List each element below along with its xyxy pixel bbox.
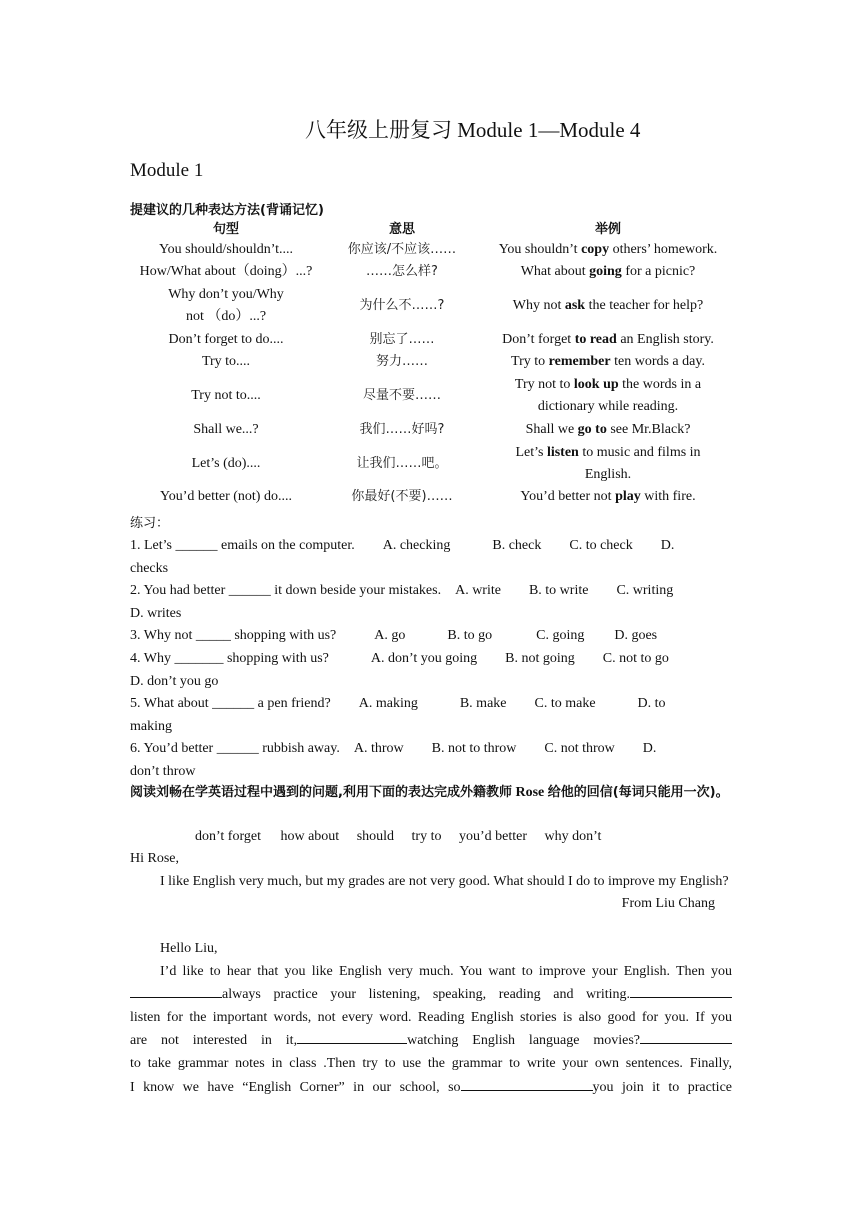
table-row [128,261,736,283]
table-row [128,351,736,373]
example-keyword: ask [564,297,586,313]
exercise-1-line1: 1. Let’s ______ emails on the computer. A. checking B. check C. to check D. [130,538,675,553]
reply-greeting: Hello Liu, [160,941,218,956]
exercise-4-line1: 4. Why _______ shopping with us? A. don’t you going B. not going C. not to go [130,650,669,666]
exercise-label: 练习： [130,516,170,531]
reply-line-2: always practice your listening, speaking, reading and writing. [130,983,732,1007]
word-bank-item: try to [411,829,442,844]
example-keyword: going [589,264,622,279]
pattern-cell: Don’t forget to do.... [168,331,284,347]
example-keyword: listen [546,444,579,460]
pattern-cell: Why don’t you/Why not （do）...? [168,286,284,324]
pattern-cell: Shall we...? [193,421,259,437]
word-bank-item: how about [280,829,340,844]
meaning-cell: 让我们……吧。 [356,455,448,471]
answer-blank[interactable] [640,1029,732,1044]
meaning-cell: 尽量不要…… [362,387,441,403]
meaning-cell: 为什么不……? [359,297,445,313]
pattern-cell: You should/shouldn’t.... [158,241,294,257]
meaning-cell: 你最好(不要)…… [351,489,453,504]
page-title: 八年级上册复习 Module 1—Module 4 [305,118,641,142]
exercise-5-line2: making [130,718,172,734]
reply-line-6: I know we have “English Corner” in our school, so you join it to practice [130,1076,732,1100]
word-bank [130,826,732,849]
example-keyword: look up [573,376,619,392]
example-cell: What about going for a picnic? [520,264,696,279]
example-cell: Why not ask the teacher for help? [512,297,704,313]
table-row [128,373,736,418]
exercise-2-line1: 2. You had better ______ it down beside your mistakes. A. write B. to write C. writing [130,583,674,599]
reply-line-3: listen for the important words, not every word. Reading English stories is also good for you. If you [130,1009,732,1025]
meaning-cell: ……怎么样? [366,264,438,279]
letter-from-liu [130,848,732,916]
example-cell: Shall we go to see Mr.Black? [525,421,691,437]
example-keyword: remember [548,354,611,369]
letter-greeting: Hi Rose, [130,851,179,866]
exercise-6-line2: don’t throw [130,763,196,779]
meaning-cell: 努力…… [375,354,428,369]
exercise-list [130,535,732,784]
word-bank-item: don’t forget [195,829,261,844]
example-keyword: go to [577,421,607,437]
meaning-cell: 你应该/不应该…… [347,241,457,257]
pattern-cell: Let’s (do).... [191,455,261,471]
exercise-4-line2: D. don’t you go [130,673,219,689]
table-row [128,441,736,486]
letter-body: I like English very much, but my grades are not very good. What should I do to improve my English? [160,873,729,889]
section-heading-suggestions: 提建议的几种表达方法(背诵记忆) [130,203,324,218]
pattern-cell: Try not to.... [191,387,261,403]
example-keyword: copy [581,241,610,257]
example-cell: Don’t forget to read an English story. [502,331,714,347]
reply-line-4: are not interested in it, watching English language movies? [130,1029,732,1053]
answer-blank[interactable] [130,983,222,998]
section-heading-reply: 阅读刘畅在学英语过程中遇到的问题,利用下面的表达完成外籍教师 Rose 给他的回信(每词只能用一次)。 [130,785,729,800]
example-keyword: play [615,489,641,504]
suggestion-table [128,216,736,508]
word-bank-item: why don’t [544,829,602,844]
reply-line-5: to take grammar notes in class .Then try to use the grammar to write your own sentences. Finally, [130,1055,732,1071]
reply-letter [130,938,732,1099]
table-row [128,283,736,328]
pattern-cell: You’d better (not) do.... [160,489,292,504]
answer-blank[interactable] [297,1029,407,1044]
example-cell: You shouldn’t copy others’ homework. [498,241,718,257]
answer-blank[interactable] [461,1076,593,1091]
word-bank-item: you’d better [459,829,528,844]
table-header-pattern: 句型 [212,221,239,237]
module-heading: Module 1 [130,160,204,181]
exercise-5-line1: 5. What about ______ a pen friend? A. making B. make C. to make D. to [130,696,666,712]
meaning-cell: 我们……好吗? [359,421,445,437]
example-keyword: to read [574,331,617,347]
example-cell: Try not to look up the words in a dictionary while reading. [514,376,702,414]
table-row [128,328,736,351]
table-header-example: 举例 [594,221,621,237]
table-header-meaning: 意思 [388,221,415,237]
word-bank-item: should [356,829,395,844]
pattern-cell: How/What about（doing）...? [139,264,313,279]
letter-signature: From Liu Chang [621,896,715,912]
reply-line-1: I’d like to hear that you like English very much. You want to improve your English. Then you [160,963,732,979]
meaning-cell: 别忘了…… [369,331,435,347]
exercise-1-line2: checks [130,560,169,576]
example-cell: Try to remember ten words a day. [511,354,705,369]
table-row [128,486,736,508]
pattern-cell: Try to.... [201,354,251,369]
table-row [128,418,736,441]
exercise-6-line1: 6. You’d better ______ rubbish away. A. throw B. not to throw C. not throw D. [130,741,657,757]
exercise-3: 3. Why not _____ shopping with us? A. go B. to go C. going D. goes [130,628,658,644]
example-cell: You’d better not play with fire. [520,489,696,504]
example-cell: Let’s listen to music and films in English. [515,444,701,482]
answer-blank[interactable] [630,983,732,998]
table-row [128,238,736,261]
exercise-2-line2: D. writes [130,605,182,621]
table-header-row [128,216,736,238]
